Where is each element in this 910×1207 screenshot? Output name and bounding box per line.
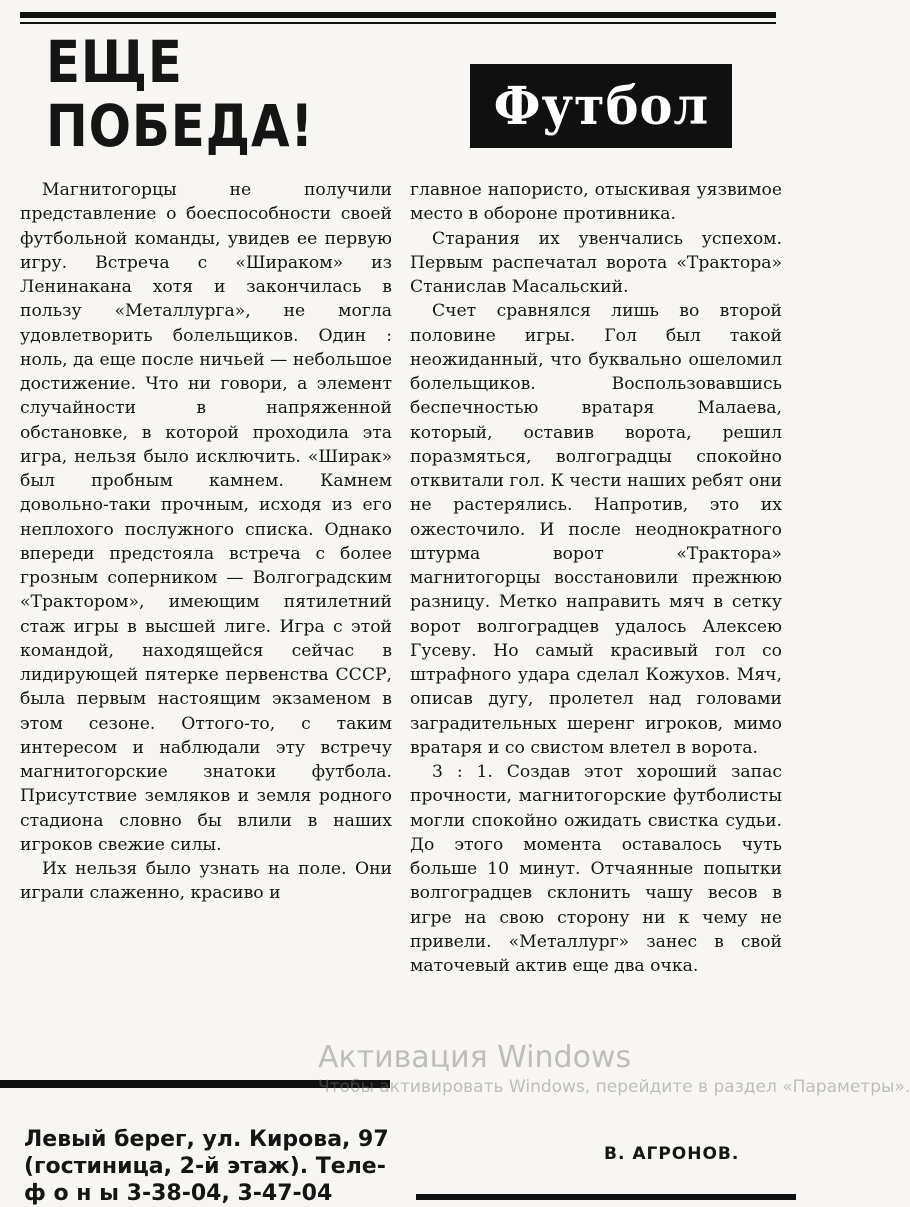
article-column-left — [20, 178, 392, 1066]
activation-hint: Чтобы активировать Windows, перейдите в раздел «Параметры». — [318, 1077, 910, 1097]
top-rule-thin — [20, 22, 776, 24]
bottom-rule-left — [0, 1080, 390, 1088]
author-signature: В. АГРОНОВ. — [604, 1144, 740, 1164]
article-paragraph: Счет сравнялся лишь во второй половине игры. Гол был такой неожиданный, что буквально ошеломил болельщиков. Воспользовавшись беспечностью вратаря Малаева, который, оставив ворота, решил поразмяться, волгоградцы спокойно отквитали гол. К чести наших ребят они не растерялись. Напротив, это их ожесточило. И после неоднократного штурма ворот «Трактора» магнитогорцы восстановили прежнюю разницу. Метко направить мяч в сетку ворот волгоградцев удалось Алексею Гусеву. Но самый красивый гол со штрафного удара сделал Кожухов. Мяч, описав дугу, пролетел над головами заградительных шеренг игроков, мимо вратаря и со свистом влетел в ворота. — [410, 301, 782, 758]
windows-activation-watermark — [318, 1040, 910, 1098]
article-paragraph: Магнитогорцы не получили представление о боеспособности своей футбольной команды, увидев ее первую игру. Встреча с «Шираком» из Ленинакана хотя и закончилась в пользу «Металлурга», не могла удовлетворить болельщиков. Один : ноль, да еще после ничьей — небольшое достижение. Что ни говори, а элемент случайности в напряженной обстановке, в которой проходила эта игра, нельзя было исключить. «Ширак» был пробным камнем. Камнем довольно-таки прочным, исходя из его неплохого послужного списка. Однако впереди предстояла встреча с более грозным соперником — Волгоградским «Трактором», имеющим пятилетний стаж игры в высшей лиге. Игра с этой командой, находящейся сейчас в лидирующей пятерке первенства СССР, была первым настоящим экзаменом в этом сезоне. Оттого-то, с таким интересом и наблюдали эту встречу магнитогорские знатоки футбола. Присутствие земляков и земля родного стадиона словно бы влили в наших игроков свежие силы. — [20, 180, 392, 855]
article-column-right — [410, 178, 782, 978]
article-paragraph: Их нельзя было узнать на поле. Они играли слаженно, красиво и — [20, 859, 392, 904]
top-rule-thick — [20, 12, 776, 18]
address-line: Левый берег, ул. Кирова, 97 — [24, 1127, 389, 1152]
article-paragraph-continued: главное напористо, отыскивая уязвимое место в обороне противника. — [410, 180, 782, 225]
bottom-rule-right — [416, 1194, 796, 1200]
address-line: (гостиница, 2-й этаж). Теле- — [24, 1154, 386, 1179]
article-paragraph: 3 : 1. Создав этот хороший запас прочности, магнитогорские футболисты могли спокойно ожидать свистка судьи. До этого момента оставалось чуть больше 10 минут. Отчаянные попытки волгоградцев склонить чашу весов в игре на свою сторону ни к чему не привели. «Металлург» занес в свой маточевый актив еще два очка. — [410, 762, 782, 976]
headline-line-2: ПОБЕДА! — [46, 92, 315, 160]
editorial-address — [24, 1126, 404, 1206]
headline-line-1: ЕЩЕ — [46, 28, 183, 96]
rubric-label: Футбол — [493, 75, 709, 137]
article-paragraph: Старания их увенчались успехом. Первым распечатал ворота «Трактора» Станислав Масальский. — [410, 228, 782, 297]
headline — [46, 30, 314, 158]
rubric-banner — [470, 64, 732, 148]
address-phones: ф о н ы 3-38-04, 3-47-04 — [24, 1181, 333, 1206]
activation-title: Активация Windows — [318, 1040, 632, 1075]
